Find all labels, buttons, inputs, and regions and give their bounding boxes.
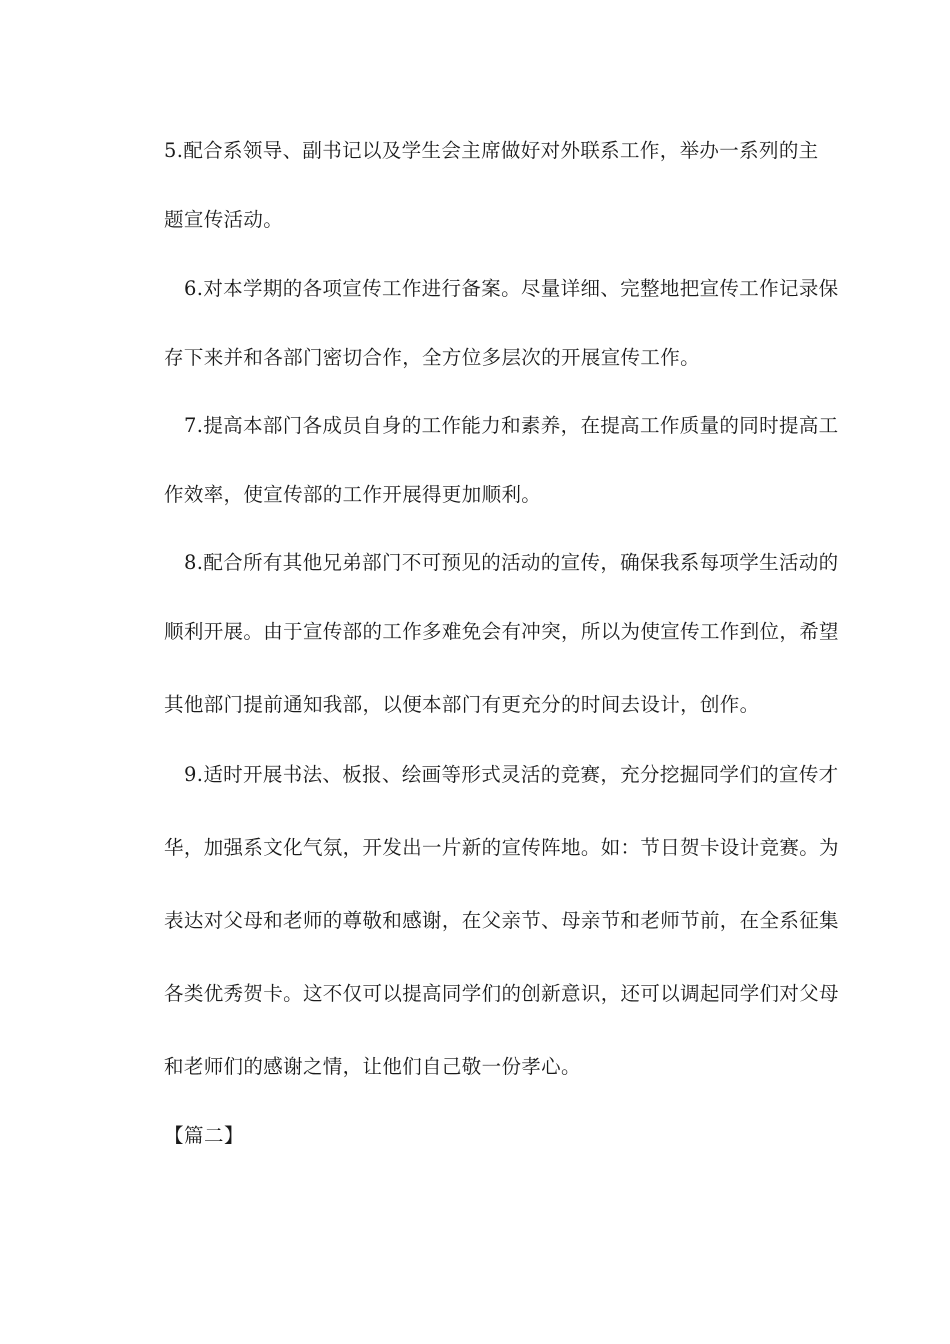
paragraph-number: 8. [184,551,204,574]
paragraph-number: 5. [164,139,184,162]
paragraph-number: 7. [184,414,204,437]
paragraph-line: 配合所有其他兄弟部门不可预见的活动的宣传，确保我系每项学生活动的 [203,551,839,574]
paragraph-line: 配合系领导、副书记以及学生会主席做好对外联系工作，举办一系列的主 [183,139,819,162]
paragraph-line: 各类优秀贺卡。这不仅可以提高同学们的创新意识，还可以调起同学们对父母 [164,982,839,1005]
paragraph-line: 作效率，使宣传部的工作开展得更加顺利。 [164,483,542,506]
paragraph-number: 6. [184,277,204,300]
paragraph-line: 存下来并和各部门密切合作，全方位多层次的开展宣传工作。 [164,346,700,369]
paragraph-line: 和老师们的感谢之情，让他们自己敬一份孝心。 [164,1055,581,1078]
paragraph-line: 提高本部门各成员自身的工作能力和素养，在提高工作质量的同时提高工 [203,414,839,437]
paragraph-line: 表达对父母和老师的尊敬和感谢，在父亲节、母亲节和老师节前，在全系征集 [164,909,839,932]
paragraph-line: 对本学期的各项宣传工作进行备案。尽量详细、完整地把宣传工作记录保 [203,277,839,300]
paragraph-line: 华，加强系文化气氛，开发出一片新的宣传阵地。如：节日贺卡设计竞赛。为 [164,836,839,859]
paragraph-line: 顺利开展。由于宣传部的工作多难免会有冲突，所以为使宣传工作到位，希望 [164,620,839,643]
section-heading: 【篇二】 [164,1124,245,1147]
paragraph-line: 题宣传活动。 [164,208,284,231]
paragraph-line: 适时开展书法、板报、绘画等形式灵活的竞赛，充分挖掘同学们的宣传才 [203,763,839,786]
paragraph-line: 其他部门提前通知我部，以便本部门有更充分的时间去设计，创作。 [164,693,760,716]
paragraph-number: 9. [184,763,204,786]
